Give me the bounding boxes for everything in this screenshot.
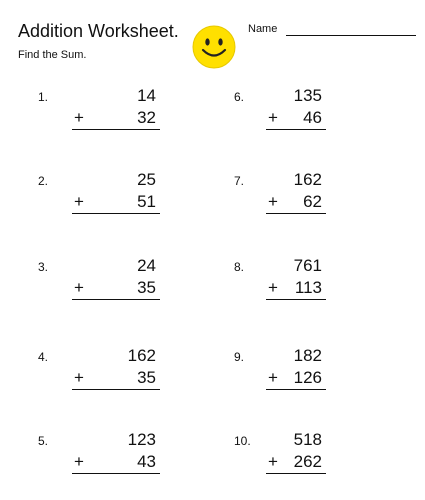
addend-bottom: 113 [294, 278, 322, 297]
problem-10 [234, 430, 414, 490]
addend-top: 14 [137, 86, 156, 105]
addend-top: 162 [127, 346, 156, 365]
problem-number: 5. [38, 434, 49, 448]
sum-line [72, 213, 160, 214]
addend-bottom: 43 [137, 452, 156, 471]
problem-number: 3. [38, 260, 49, 274]
name-write-line[interactable] [286, 35, 416, 36]
addend-bottom: 32 [137, 108, 156, 127]
sum-line [72, 129, 160, 130]
addend-bottom: 35 [137, 368, 156, 387]
sum-line [72, 473, 160, 474]
addend-top: 123 [127, 430, 156, 449]
worksheet-title: Addition Worksheet. [18, 21, 179, 41]
problem-number: 10. [234, 434, 251, 448]
addend-top: 182 [293, 346, 322, 365]
problem-number: 4. [38, 350, 49, 364]
problem-8 [234, 256, 414, 316]
sum-line [266, 389, 326, 390]
plus-sign: + [268, 108, 278, 127]
worksheet-instructions: Find the Sum. [18, 49, 87, 61]
plus-sign: + [74, 368, 84, 387]
problem-number: 2. [38, 174, 49, 188]
problem-9 [234, 346, 414, 406]
plus-sign: + [74, 108, 84, 127]
addend-top: 25 [137, 170, 156, 189]
addend-top: 135 [293, 86, 322, 105]
problem-number: 8. [234, 260, 245, 274]
sum-line [72, 389, 160, 390]
addend-top: 518 [293, 430, 322, 449]
sum-line [266, 299, 326, 300]
problem-3 [38, 256, 218, 316]
sum-line [266, 473, 326, 474]
addend-bottom: 35 [137, 278, 156, 297]
problem-number: 9. [234, 350, 245, 364]
problem-5 [38, 430, 218, 490]
addend-bottom: 46 [303, 108, 322, 127]
addend-top: 24 [137, 256, 156, 275]
plus-sign: + [268, 368, 278, 387]
problem-7 [234, 170, 414, 230]
addend-bottom: 126 [293, 368, 322, 387]
addend-bottom: 62 [303, 192, 322, 211]
sum-line [266, 129, 326, 130]
plus-sign: + [74, 278, 84, 297]
smiley-face-icon [192, 25, 236, 69]
problem-number: 7. [234, 174, 245, 188]
problem-2 [38, 170, 218, 230]
plus-sign: + [268, 452, 278, 471]
addend-top: 162 [293, 170, 322, 189]
problem-6 [234, 86, 414, 146]
addend-bottom: 51 [137, 192, 156, 211]
problem-number: 1. [38, 90, 49, 104]
problem-1 [38, 86, 218, 146]
sum-line [72, 299, 160, 300]
problem-number: 6. [234, 90, 245, 104]
plus-sign: + [268, 192, 278, 211]
name-label: Name [248, 23, 278, 35]
plus-sign: + [74, 192, 84, 211]
problem-4 [38, 346, 218, 406]
plus-sign: + [268, 278, 278, 297]
plus-sign: + [74, 452, 84, 471]
sum-line [266, 213, 326, 214]
addend-bottom: 262 [293, 452, 322, 471]
addend-top: 761 [293, 256, 322, 275]
